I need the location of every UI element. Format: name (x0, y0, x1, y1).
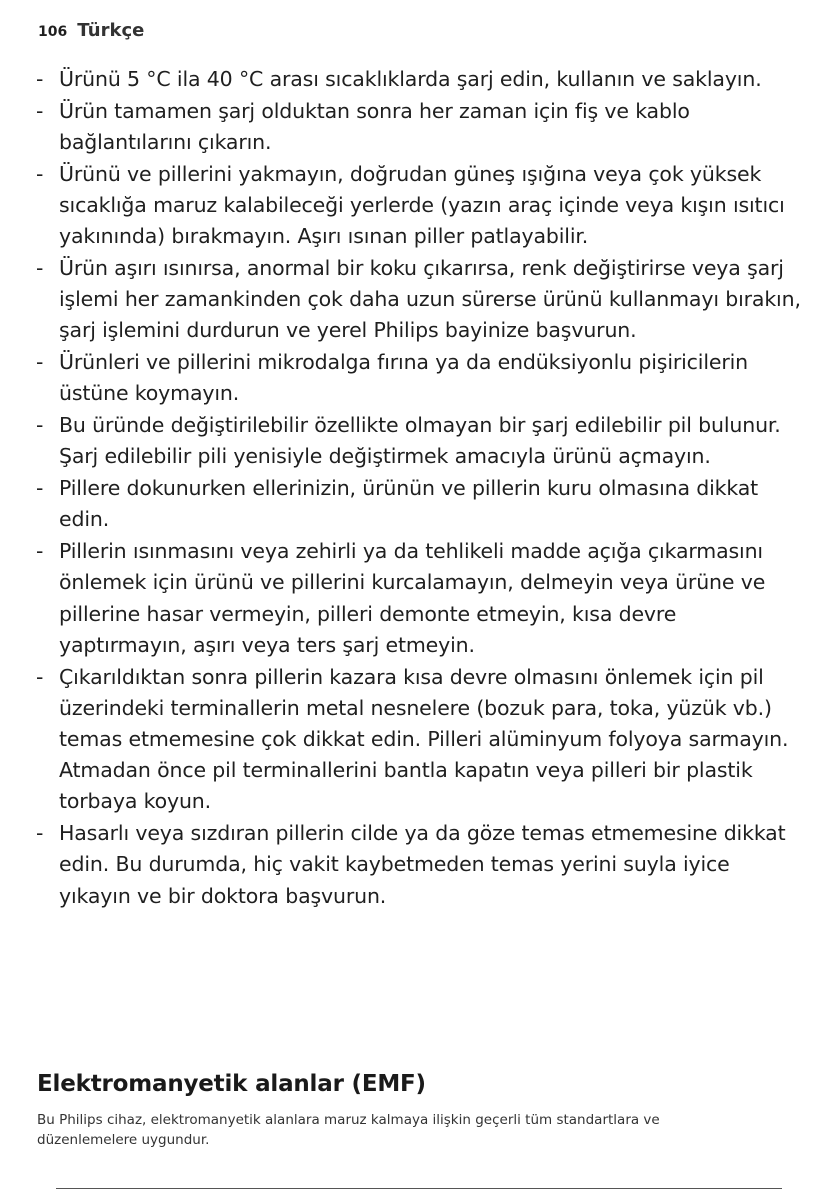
bullet-dash: - (36, 413, 44, 438)
emf-paragraph: Bu Philips cihaz, elektromanyetik alanlara maruz kalmaya ilişkin geçerli tüm standartlara ve düzenlemelere uygundur. (37, 1112, 660, 1148)
bullet-dash: - (36, 350, 44, 375)
bullet-item (36, 159, 806, 253)
bullet-dash: - (36, 821, 44, 846)
page-number: 106 (38, 24, 68, 40)
bullet-dash: - (36, 539, 44, 564)
bullet-text: Ürünü 5 °C ila 40 °C arası sıcaklıklarda şarj edin, kullanın ve saklayın. (59, 67, 762, 91)
page-header (38, 20, 144, 41)
bullet-text: Pillere dokunurken ellerinizin, ürünün ve pillerin kuru olmasına dikkat edin. (59, 476, 759, 532)
bullet-item (36, 536, 806, 661)
bullet-dash: - (36, 161, 44, 186)
bullet-dash: - (36, 98, 44, 123)
bullet-item (36, 64, 806, 95)
bullet-text: Ürün tamamen şarj olduktan sonra her zaman için fiş ve kablo bağlantılarını çıkarın. (59, 98, 690, 154)
bullet-text: Hasarlı veya sızdıran pillerin cilde ya da göze temas etmemesine dikkat edin. Bu durumda, hiç vakit kaybetmeden temas yerini suyla iyice yıkayın ve bir doktora başvurun. (59, 821, 786, 908)
safety-bullet-list (36, 64, 806, 912)
bullet-item (36, 662, 806, 818)
bullet-dash: - (36, 67, 44, 91)
bullet-text: Çıkarıldıktan sonra pillerin kazara kısa devre olmasını önlemek için pil üzerindeki terminallerin metal nesnelere (bozuk para, toka, yüzük vb.) temas etmemesine çok dikkat edin. Pilleri alüminyum folyoya sarmayın. Atmadan önce pil terminallerini bantla kapatın veya pilleri bir plastik torbaya koyun. (59, 664, 789, 814)
emf-heading: Elektromanyetik alanlar (EMF) (37, 1071, 426, 1097)
bullet-item (36, 96, 806, 158)
bullet-text: Ürün aşırı ısınırsa, anormal bir koku çıkarırsa, renk değiştirirse veya şarj işlemi her zamankinden çok daha uzun sürerse ürünü kullanmayı bırakın, şarj işlemini durdurun ve yerel Philips bayinize başvurun. (59, 256, 801, 343)
bullet-text: Ürünü ve pillerini yakmayın, doğrudan güneş ışığına veya çok yüksek sıcaklığa maruz kalabileceği yerlerde (yazın araç içinde veya kışın ısıtıcı yakınında) bırakmayın. Aşırı ısınan piller patlayabilir. (59, 161, 785, 249)
section-title: Türkçe (77, 20, 145, 41)
bullet-dash: - (36, 256, 44, 280)
bullet-dash: - (36, 664, 44, 689)
bullet-dash: - (36, 476, 44, 501)
bullet-item (36, 473, 806, 535)
bullet-text: Bu üründe değiştirilebilir özellikte olmayan bir şarj edilebilir pil bulunur. Şarj edilebilir pili yenisiyle değiştirmek amacıyla ürünü açmayın. (59, 413, 781, 469)
bullet-item (36, 347, 806, 409)
bullet-item (36, 410, 806, 472)
bullet-text: Pillerin ısınmasını veya zehirli ya da tehlikeli madde açığa çıkarmasını önlemek için ürünü ve pillerini kurcalamayın, delmeyin veya ürüne ve pillerine hasar vermeyin, pilleri demonte etmeyin, kısa devre yaptırmayın, aşırı veya ters şarj etmeyin. (59, 539, 766, 657)
bullet-item (36, 253, 806, 347)
bullet-text: Ürünleri ve pillerini mikrodalga fırına ya da endüksiyonlu pişiricilerin üstüne koymayın. (59, 350, 749, 406)
bullet-item (36, 818, 806, 912)
